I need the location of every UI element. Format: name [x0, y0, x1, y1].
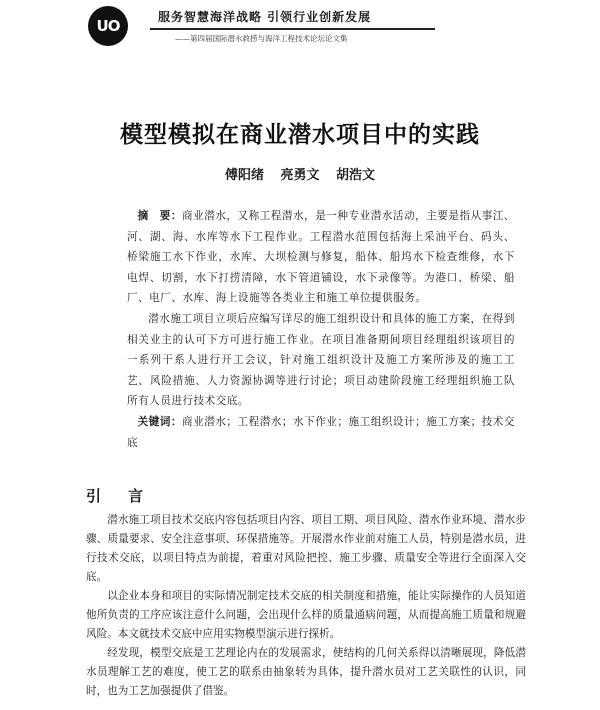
- keywords-text: 商业潜水；工程潜水；水下作业；施工组织设计；施工方案；技术交底: [127, 415, 516, 449]
- section-heading: 引 言: [86, 487, 150, 505]
- body-text: [86, 511, 526, 701]
- header-subtitle: ——第四届国际潜水救捞与海洋工程技术论坛论文集: [175, 34, 348, 43]
- page-header: [0, 0, 600, 60]
- header-slogan: 服务智慧海洋战略 引领行业创新发展: [158, 10, 372, 24]
- body-paragraph: 潜水施工项目技术交底内容包括项目内容、项目工期、项目风险、潜水作业环境、潜水步骤、质量要求、安全注意事项、环保措施等。开展潜水作业前对施工人员，特别是潜水员，进行技术交底，以项目特点为前提，着重对风险把控、施工步骤、质量安全等进行全面深入交底。: [86, 514, 526, 583]
- abstract-text: 商业潜水，又称工程潜水，是一种专业潜水活动，主要是指从事江、河、湖、海、水库等水下工程作业。工程潜水范围包括海上采油平台、码头、桥梁施工水下作业，水库、大坝检测与修复，船体、船坞水下检查维修，水下电焊、切割，水下打捞清障，水下管道铺设，水下录像等。为港口、桥梁、船厂、电厂、水库、海上设施等各类业主和施工单位提供服务。: [127, 210, 516, 305]
- abstract-paragraph: [127, 206, 515, 309]
- body-paragraph: 经发现，模型交底是工艺理论内在的发展需求，使结构的几何关系得以清晰展现，降低潜水员理解工艺的难度，使工艺的联系由抽象转为具体，提升潜水员对工艺关联性的认识，同时，也为工艺加强提供了借鉴。: [86, 647, 526, 697]
- keywords-label: 关键词：: [137, 415, 182, 428]
- conference-logo: UO: [88, 6, 128, 46]
- body-paragraph: 以企业本身和项目的实际情况制定技术交底的相关制度和措施，能让实际操作的人员知道他所负责的工序应该注意什么问题，会出现什么样的质量通病问题，从而提高施工质量和规避风险。本文就技术交底中应用实物模型演示进行探析。: [86, 590, 526, 640]
- paper-authors: 傅阳绪 亮勇文 胡浩文: [224, 168, 376, 183]
- abstract-block: [127, 206, 515, 453]
- abstract-paragraph-2: 潜水施工项目立项后应编写详尽的施工组织设计和具体的施工方案，在得到相关业主的认可下方可进行施工作业。在项目准备期间项目经理组织该项目的一系列干系人进行开工会议，针对施工组织设计及施工方案所涉及的施工工艺、风险措施、人力资源协调等进行讨论；项目动建阶段施工经理组织施工队所有人员进行技术交底。: [127, 312, 515, 408]
- paper-title: 模型模拟在商业潜水项目中的实践: [120, 121, 480, 148]
- keywords-paragraph: [127, 412, 515, 453]
- abstract-label: 摘 要：: [137, 210, 182, 222]
- header-divider: [150, 28, 435, 30]
